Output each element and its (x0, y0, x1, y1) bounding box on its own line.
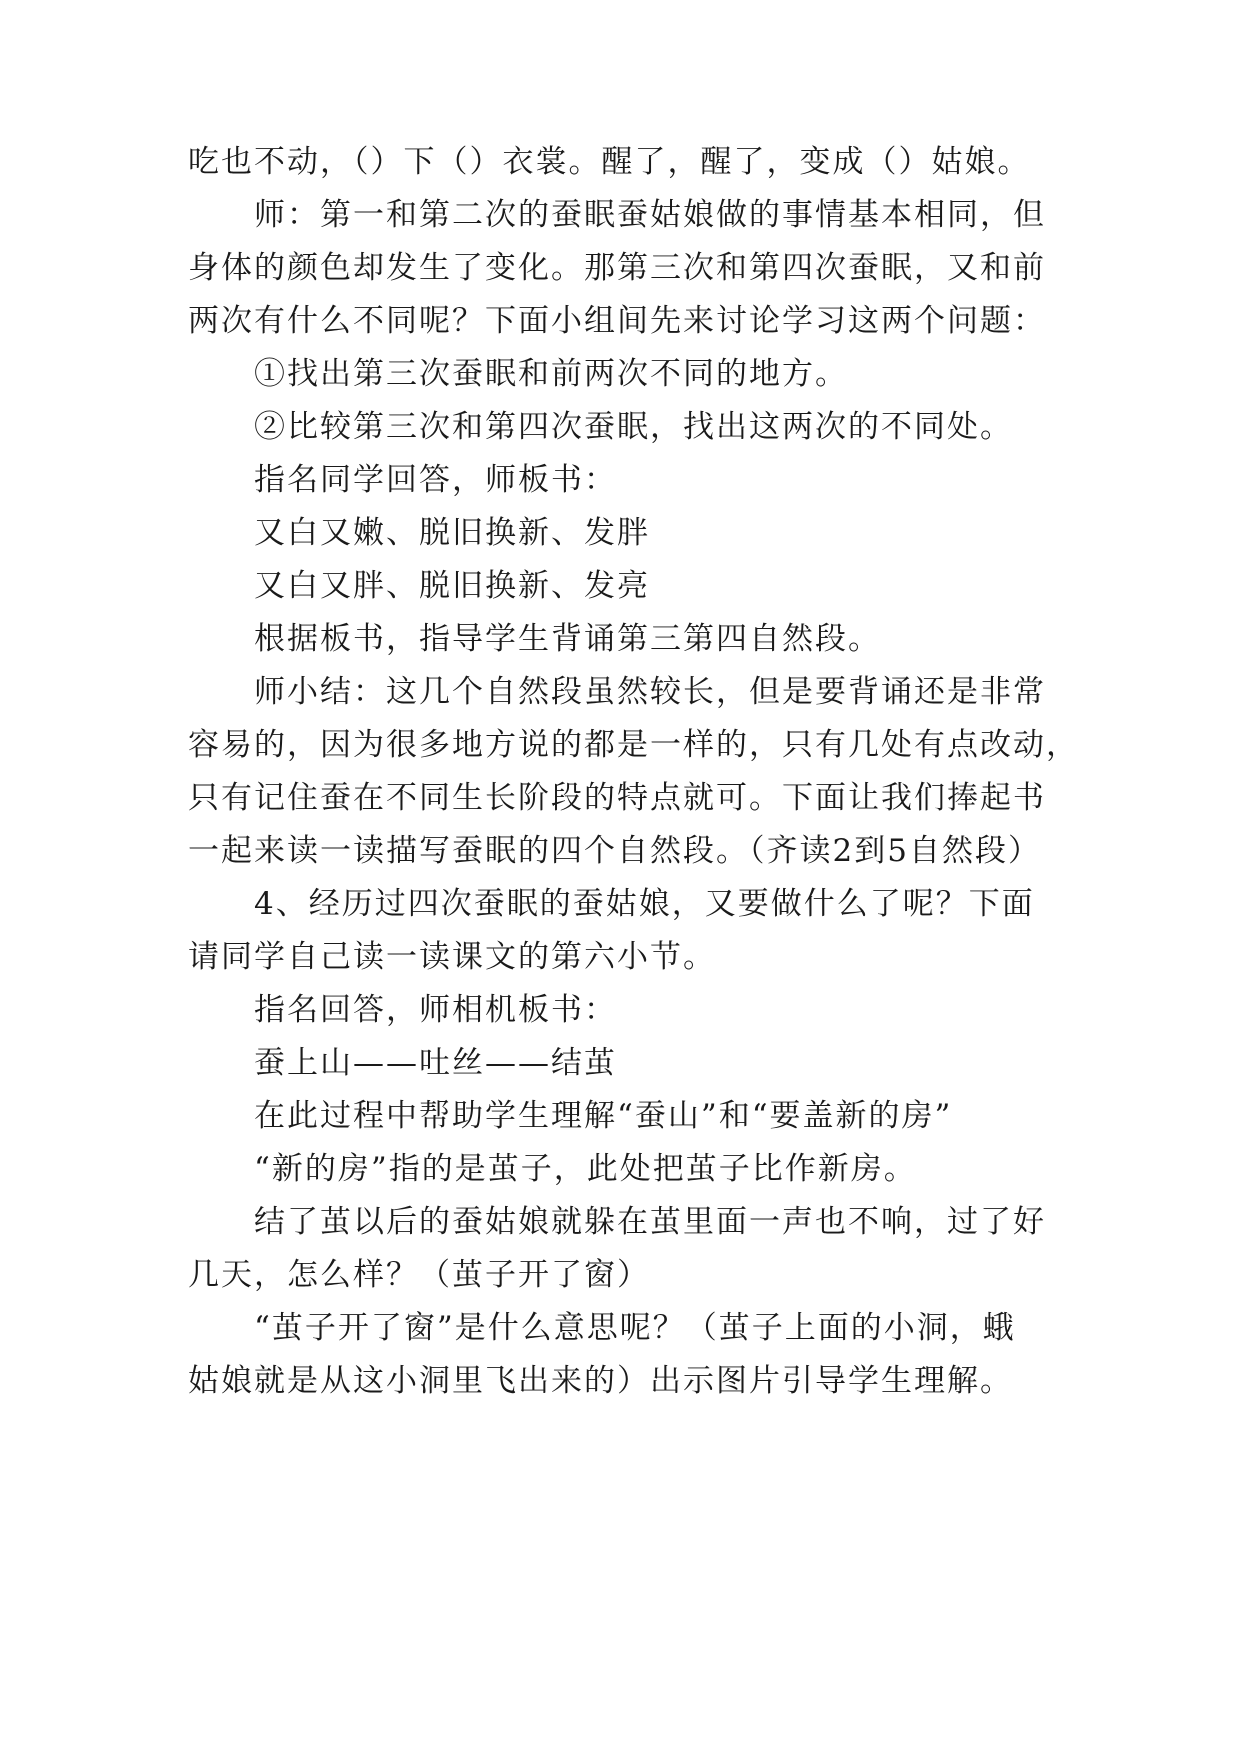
text-line: 师小结：这几个自然段虽然较长，但是要背诵还是非常 (254, 674, 1046, 710)
text-line: “茧子开了窗”是什么意思呢？（茧子上面的小洞，蛾 (254, 1310, 1016, 1346)
text-line: 4、经历过四次蚕眠的蚕姑娘，又要做什么了呢？下面 (254, 886, 1035, 922)
text-line: 一起来读一读描写蚕眠的四个自然段。（齐读2到5自然段） (188, 833, 1041, 869)
text-line: 几天，怎么样？（茧子开了窗） (188, 1257, 650, 1293)
text-line: 请同学自己读一读课文的第六小节。 (188, 939, 716, 975)
text-line: 身体的颜色却发生了变化。那第三次和第四次蚕眠，又和前 (188, 250, 1046, 286)
text-line: ①找出第三次蚕眠和前两次不同的地方。 (254, 356, 848, 392)
text-line: “新的房”指的是茧子，此处把茧子比作新房。 (254, 1151, 917, 1187)
text-line: 容易的，因为很多地方说的都是一样的，只有几处有点改动， (188, 727, 1079, 763)
text-line: 根据板书，指导学生背诵第三第四自然段。 (254, 621, 881, 657)
text-line: 吃也不动，（）下（）衣裳。醒了，醒了，变成（）姑娘。 (188, 144, 1031, 180)
text-line: 在此过程中帮助学生理解“蚕山”和“要盖新的房” (254, 1098, 953, 1134)
text-line: 姑娘就是从这小洞里飞出来的）出示图片引导学生理解。 (188, 1363, 1013, 1399)
text-line: 师：第一和第二次的蚕眠蚕姑娘做的事情基本相同，但 (254, 197, 1046, 233)
text-line: 只有记住蚕在不同生长阶段的特点就可。下面让我们捧起书 (188, 780, 1046, 816)
text-line: 指名同学回答，师板书： (254, 462, 617, 498)
text-line: 结了茧以后的蚕姑娘就躲在茧里面一声也不响，过了好 (254, 1204, 1046, 1240)
text-line: 指名回答，师相机板书： (254, 992, 617, 1028)
text-line: 又白又胖、脱旧换新、发亮 (254, 568, 650, 604)
text-line: 蚕上山——吐丝——结茧 (254, 1045, 617, 1081)
text-line: 又白又嫩、脱旧换新、发胖 (254, 515, 650, 551)
text-line: ②比较第三次和第四次蚕眠，找出这两次的不同处。 (254, 409, 1013, 445)
text-line: 两次有什么不同呢？下面小组间先来讨论学习这两个问题： (188, 303, 1046, 339)
